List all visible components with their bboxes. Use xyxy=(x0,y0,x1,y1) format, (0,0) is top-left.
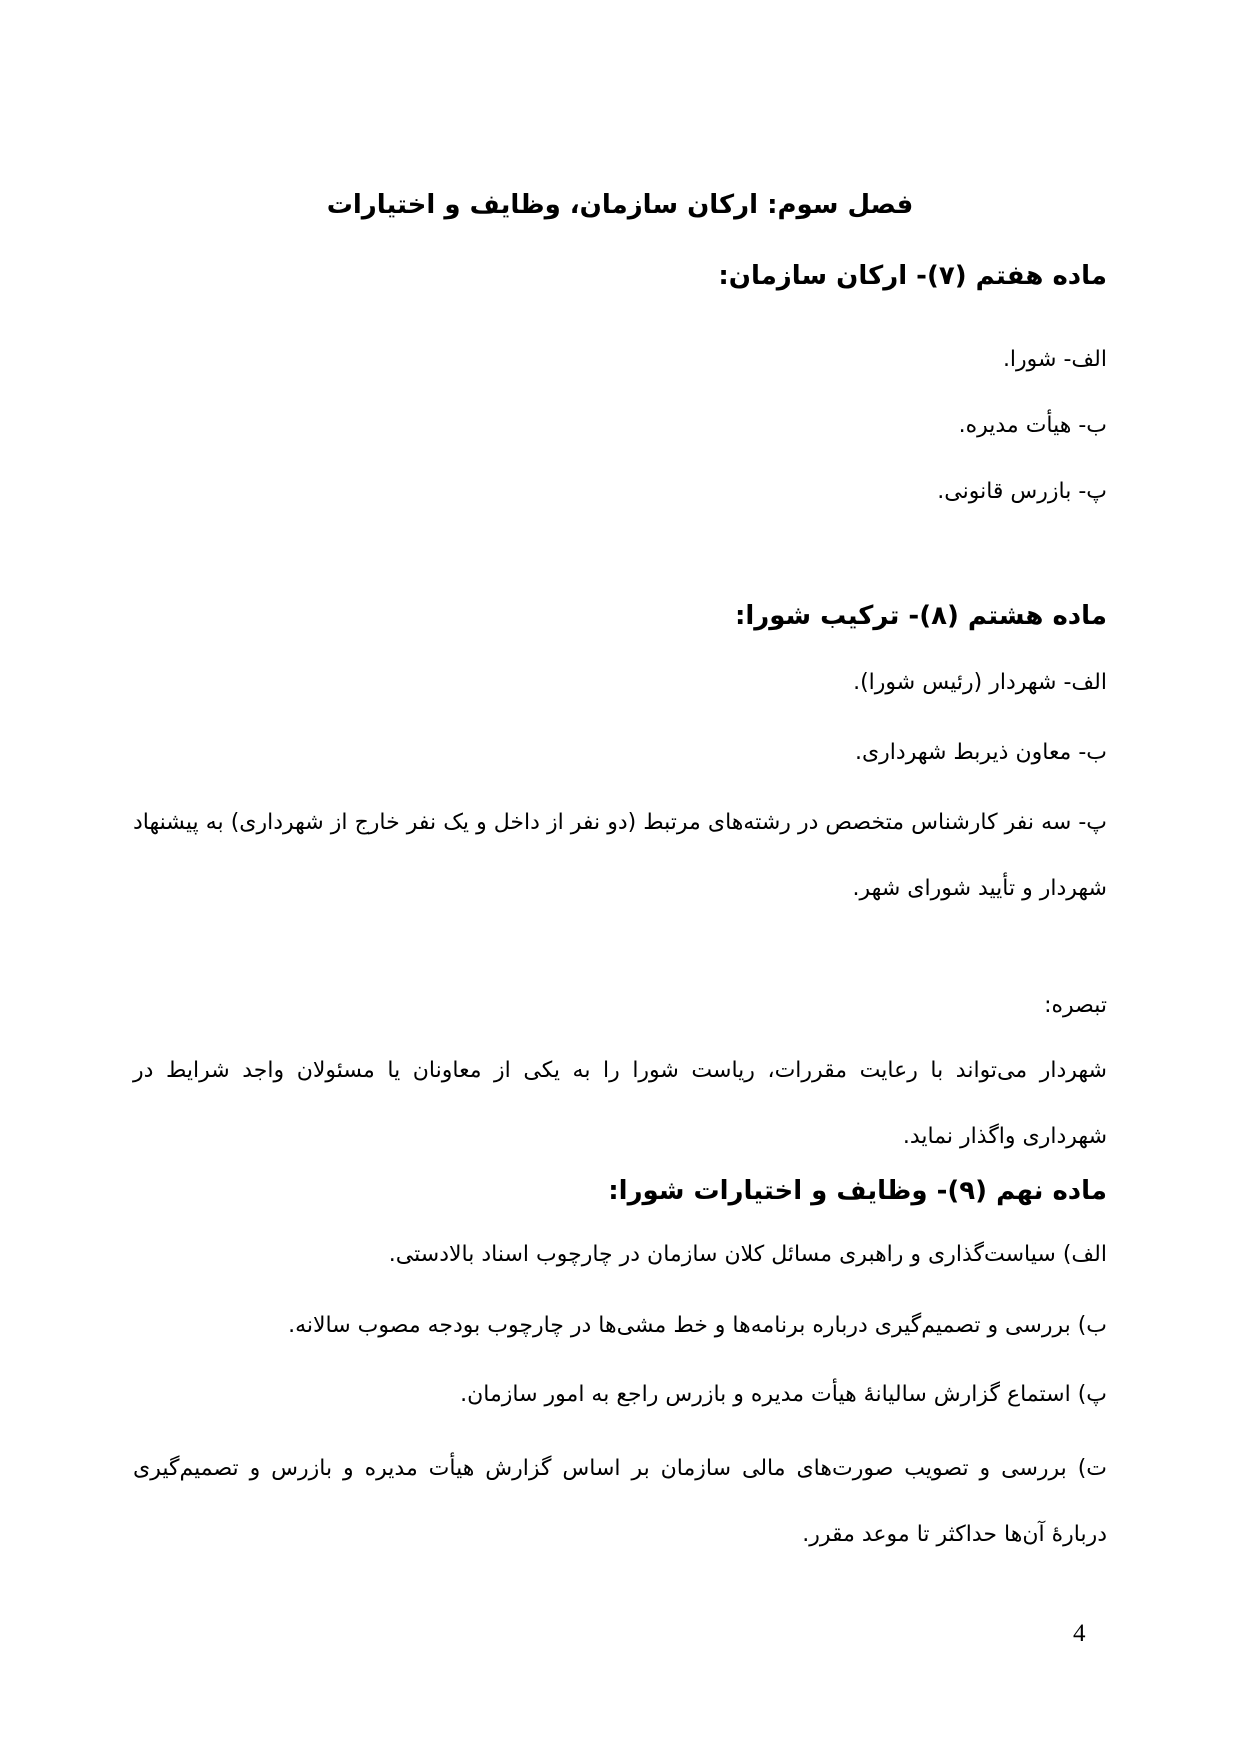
page-content xyxy=(133,0,1107,1754)
article-8-heading: ماده هشتم (۸)- ترکیب شورا: xyxy=(734,601,1107,631)
article-7-item-be: ب- هیأت مدیره. xyxy=(958,413,1107,438)
article-7-item-pe: پ- بازرس قانونی. xyxy=(937,479,1107,504)
article-7-item-alef: الف- شورا. xyxy=(1002,347,1107,372)
article-9-item-alef: الف) سیاست‌گذاری و راهبری مسائل کلان سازمان در چارچوب اسناد بالادستی. xyxy=(388,1242,1107,1267)
article-8-item-pe-paragraph: پ- سه نفر کارشناس متخصص در رشته‌های مرتبط (دو نفر از داخل و یک نفر خارج از شهرداری) به پیشنهاد شهردار و تأیید شورای شهر. xyxy=(133,810,1107,901)
article-8-item-alef: الف- شهردار (رئیس شورا). xyxy=(853,670,1107,695)
article-8-item-be: ب- معاون ذیربط شهرداری. xyxy=(854,740,1107,765)
article-7-heading: ماده هفتم (۷)- ارکان سازمان: xyxy=(718,261,1107,291)
article-9-item-te-paragraph: ت) بررسی و تصویب صورت‌های مالی سازمان بر اساس گزارش هیأت مدیره و بازرس و تصمیم‌گیری دربارۀ آن‌ها حداکثر تا موعد مقرر. xyxy=(133,1456,1107,1547)
note-label: تبصره: xyxy=(1044,993,1107,1018)
article-9-item-be: ب) بررسی و تصمیم‌گیری درباره برنامه‌ها و خط مشی‌ها در چارچوب بودجه مصوب سالانه. xyxy=(288,1313,1107,1338)
article-9-item-pe: پ) استماع گزارش سالیانۀ هیأت مدیره و بازرس راجع به امور سازمان. xyxy=(460,1382,1107,1407)
note-body: شهردار می‌تواند با رعایت مقررات، ریاست شورا را به یکی از معاونان یا مسئولان واجد شرایط در شهرداری واگذار نماید. xyxy=(133,1058,1107,1149)
article-9-heading: ماده نهم (۹)- وظایف و اختیارات شورا: xyxy=(608,1176,1107,1206)
chapter-title: فصل سوم: ارکان سازمان، وظایف و اختیارات xyxy=(326,190,914,220)
page-number: 4 xyxy=(1073,1620,1086,1647)
